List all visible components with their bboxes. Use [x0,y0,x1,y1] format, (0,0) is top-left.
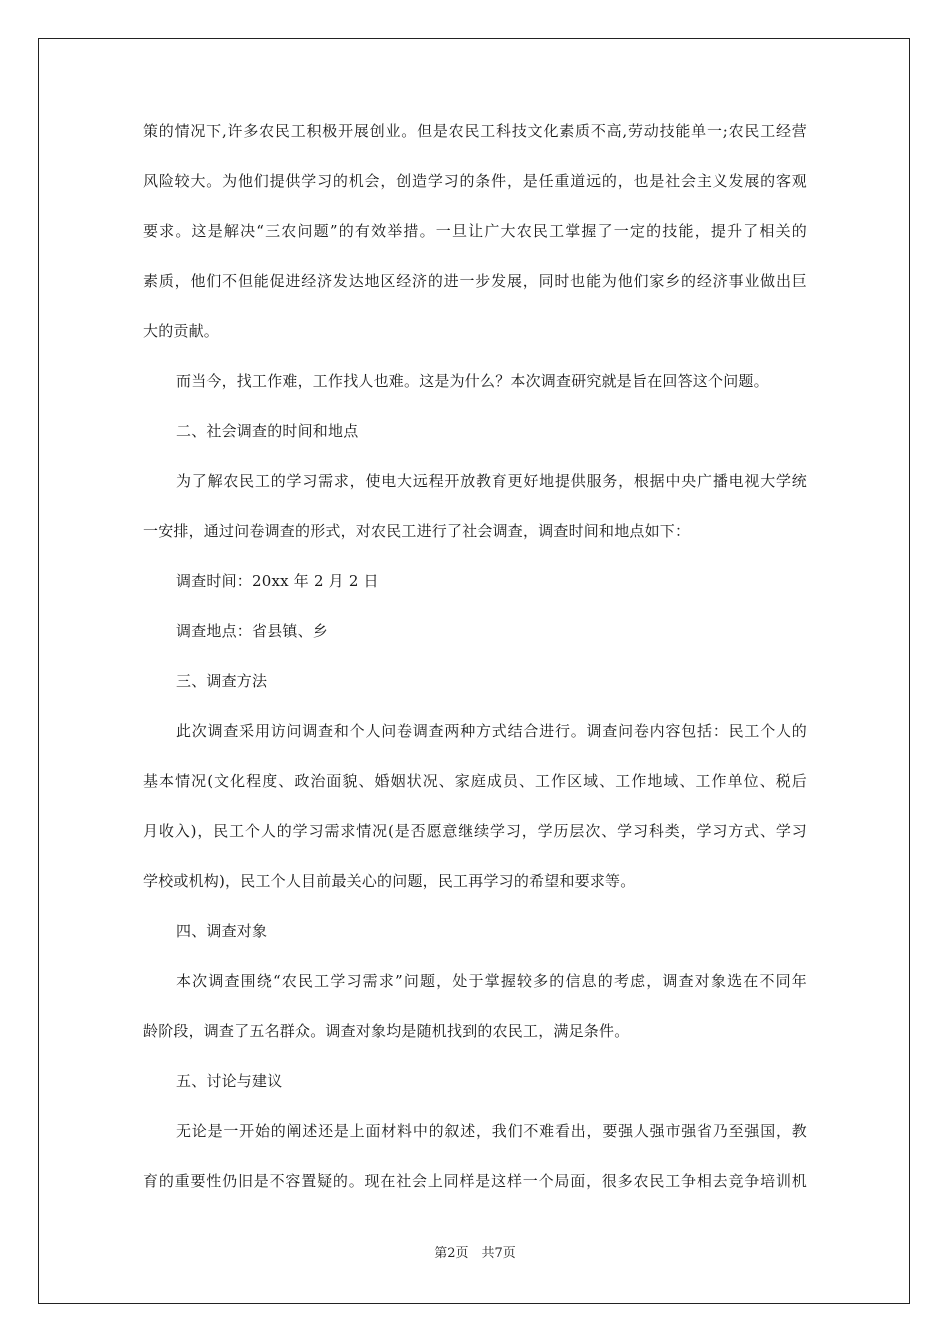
text-line: 要求。这是解决“三农问题”的有效举措。一旦让广大农民工掌握了一定的技能，提升了相关的 [143,222,807,240]
text-line: 学校或机构)，民工个人目前最关心的问题，民工再学习的希望和要求等。 [143,872,636,890]
section-heading: 四、调查对象 [176,922,268,940]
text-line: 策的情况下,许多农民工积极开展创业。但是农民工科技文化素质不高,劳动技能单一;农民工经营 [143,122,807,140]
text-line: 素质，他们不但能促进经济发达地区经济的进一步发展，同时也能为他们家乡的经济事业做出巨 [143,272,807,290]
page-number-footer: 第2页 共7页 [434,1246,516,1261]
section-heading: 二、社会调查的时间和地点 [176,422,359,440]
section-heading: 五、讨论与建议 [176,1072,283,1090]
paragraph-line: 本次调查围绕“农民工学习需求”问题，处于掌握较多的信息的考虑，调查对象选在不同年 [176,972,807,990]
paragraph-line: 而当今，找工作难，工作找人也难。这是为什么？本次调查研究就是旨在回答这个问题。 [176,372,769,390]
text-line: 育的重要性仍旧是不容置疑的。现在社会上同样是这样一个局面，很多农民工争相去竞争培训机 [143,1172,807,1190]
paragraph-line: 此次调查采用访问调查和个人问卷调查两种方式结合进行。调查问卷内容包括：民工个人的 [176,722,807,740]
paragraph-line: 无论是一开始的阐述还是上面材料中的叙述，我们不难看出，要强人强市强省乃至强国，教 [176,1122,807,1140]
text-line: 基本情况(文化程度、政治面貌、婚姻状况、家庭成员、工作区域、工作地域、工作单位、税后 [143,772,807,790]
survey-time: 调查时间：20xx 年 2 月 2 日 [176,572,379,590]
text-line: 大的贡献。 [143,322,220,340]
survey-location: 调查地点：省县镇、乡 [176,622,329,640]
text-line: 一安排，通过问卷调查的形式，对农民工进行了社会调查，调查时间和地点如下： [143,522,691,540]
text-line: 风险较大。为他们提供学习的机会，创造学习的条件，是任重道远的，也是社会主义发展的客观 [143,172,807,190]
paragraph-line: 为了解农民工的学习需求，使电大远程开放教育更好地提供服务，根据中央广播电视大学统 [176,472,807,490]
text-line: 龄阶段，调查了五名群众。调查对象均是随机找到的农民工，满足条件。 [143,1022,630,1040]
section-heading: 三、调查方法 [176,672,268,690]
text-line: 月收入)，民工个人的学习需求情况(是否愿意继续学习，学历层次、学习科类，学习方式、学习 [143,822,807,840]
